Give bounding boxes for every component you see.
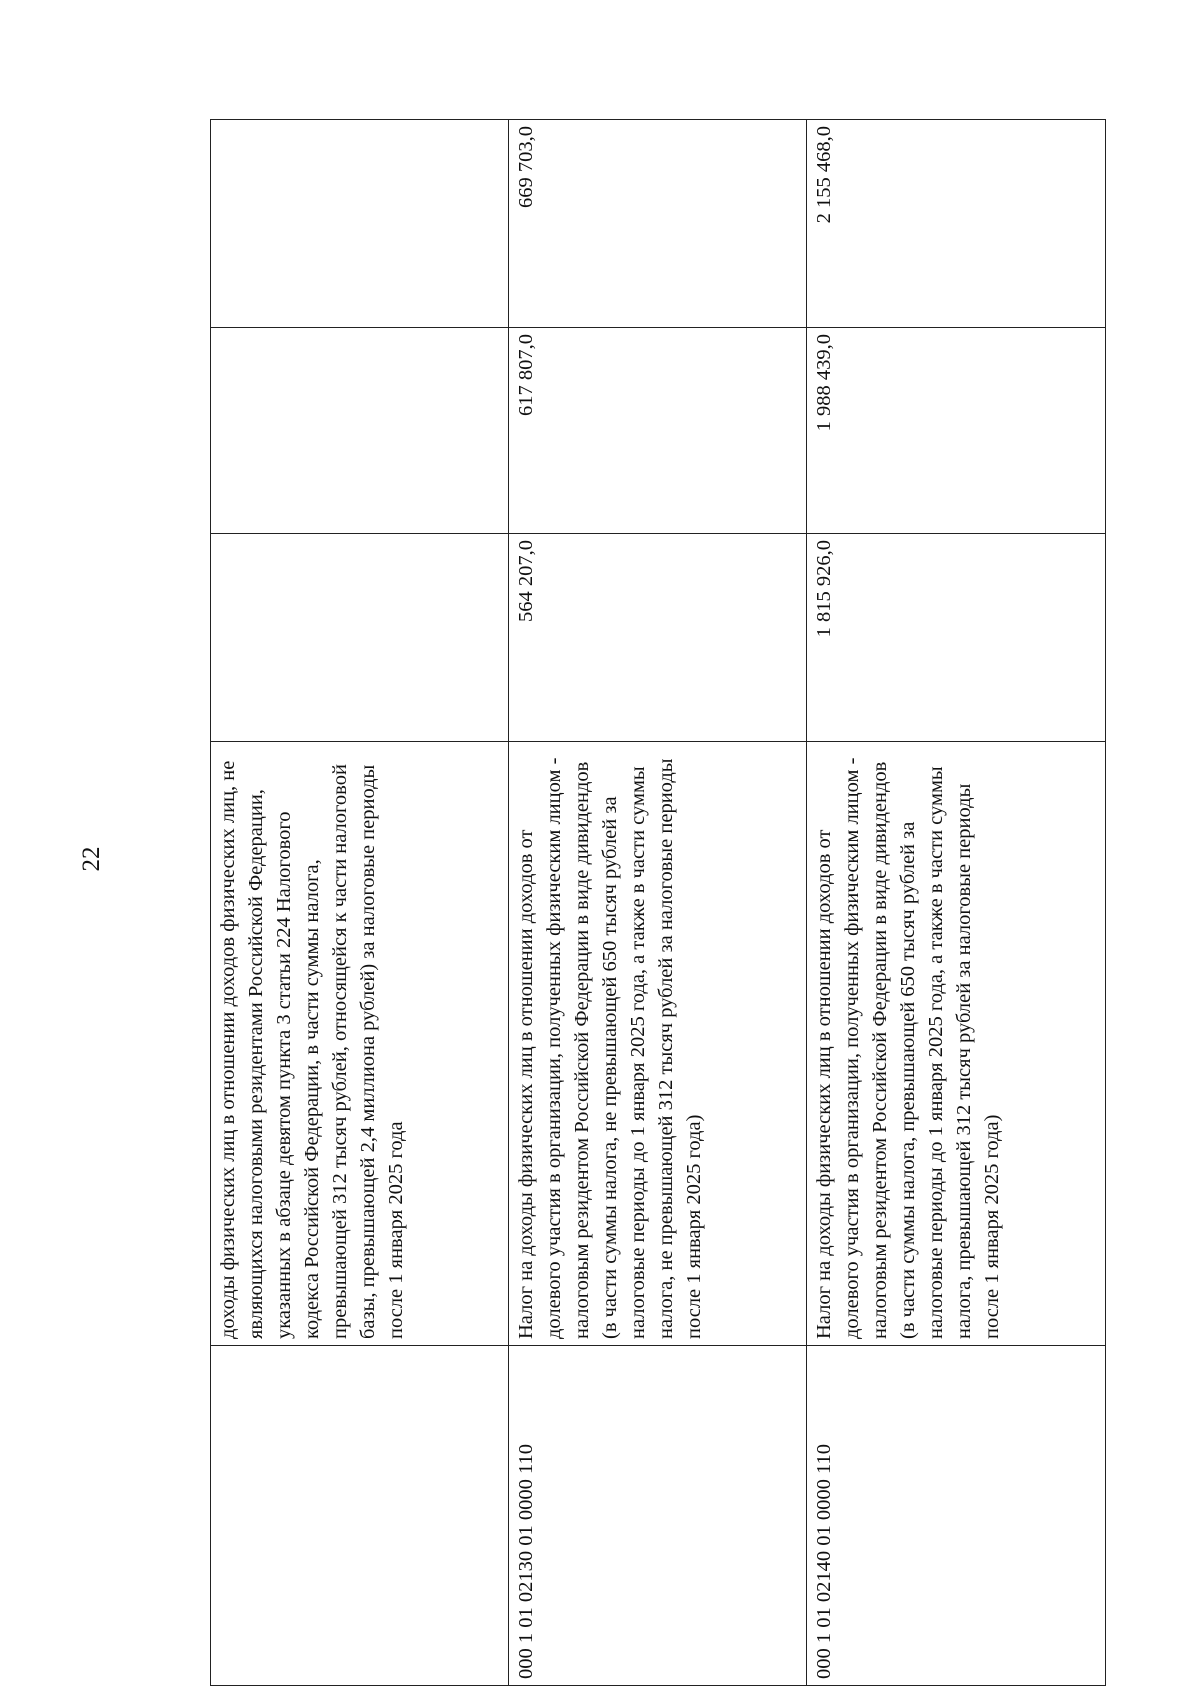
row-value-year3-cell xyxy=(211,120,509,328)
row-value-year3-cell: 2 155 468,0 xyxy=(807,120,1106,328)
row-name-cell: Налог на доходы физических лиц в отношении доходов от долевого участия в организации, полученных физическим лицом - налоговым резидентом Российской Федерации в виде дивидендов (в части суммы налога, не превышающей 650 тысяч рублей за налоговые периоды до 1 января 2025 года, а также в части суммы налога, не превышающей 312 тысяч рублей за налоговые периоды после 1 января 2025 года) xyxy=(509,742,807,1346)
row-value-year1-cell xyxy=(211,534,509,742)
row-value-year1-cell: 564 207,0 xyxy=(509,534,807,742)
row-value-year1-cell: 1 815 926,0 xyxy=(807,534,1106,742)
row-code-cell xyxy=(211,1346,509,1686)
row-code-cell: 000 1 01 02130 01 0000 110 xyxy=(509,1346,807,1686)
table-row xyxy=(807,120,1106,1686)
table-row xyxy=(211,120,509,1686)
row-name-cell: доходы физических лиц в отношении доходов физических лиц, не являющихся налоговыми резидентами Российской Федерации, указанных в абзаце девятом пункта 3 статьи 224 Налогового кодекса Российской Федерации, в части суммы налога, превышающей 312 тысяч рублей, относящейся к части налоговой базы, превышающей 2,4 миллиона рублей) за налоговые периоды после 1 января 2025 года xyxy=(211,742,509,1346)
table-row xyxy=(509,120,807,1686)
row-value-year2-cell: 617 807,0 xyxy=(509,328,807,534)
row-value-year3-cell: 669 703,0 xyxy=(509,120,807,328)
rotated-table-container xyxy=(210,120,1105,1686)
row-code-cell: 000 1 01 02140 01 0000 110 xyxy=(807,1346,1106,1686)
row-value-year2-cell: 1 988 439,0 xyxy=(807,328,1106,534)
page-number: 22 xyxy=(78,846,105,872)
budget-table xyxy=(210,119,1106,1686)
row-name-cell: Налог на доходы физических лиц в отношении доходов от долевого участия в организации, полученных физическим лицом - налоговым резидентом Российской Федерации в виде дивидендов (в части суммы налога, превышающей 650 тысяч рублей за налоговые периоды до 1 января 2025 года, а также в части суммы налога, превышающей 312 тысяч рублей за налоговые периоды после 1 января 2025 года) xyxy=(807,742,1106,1346)
row-value-year2-cell xyxy=(211,328,509,534)
